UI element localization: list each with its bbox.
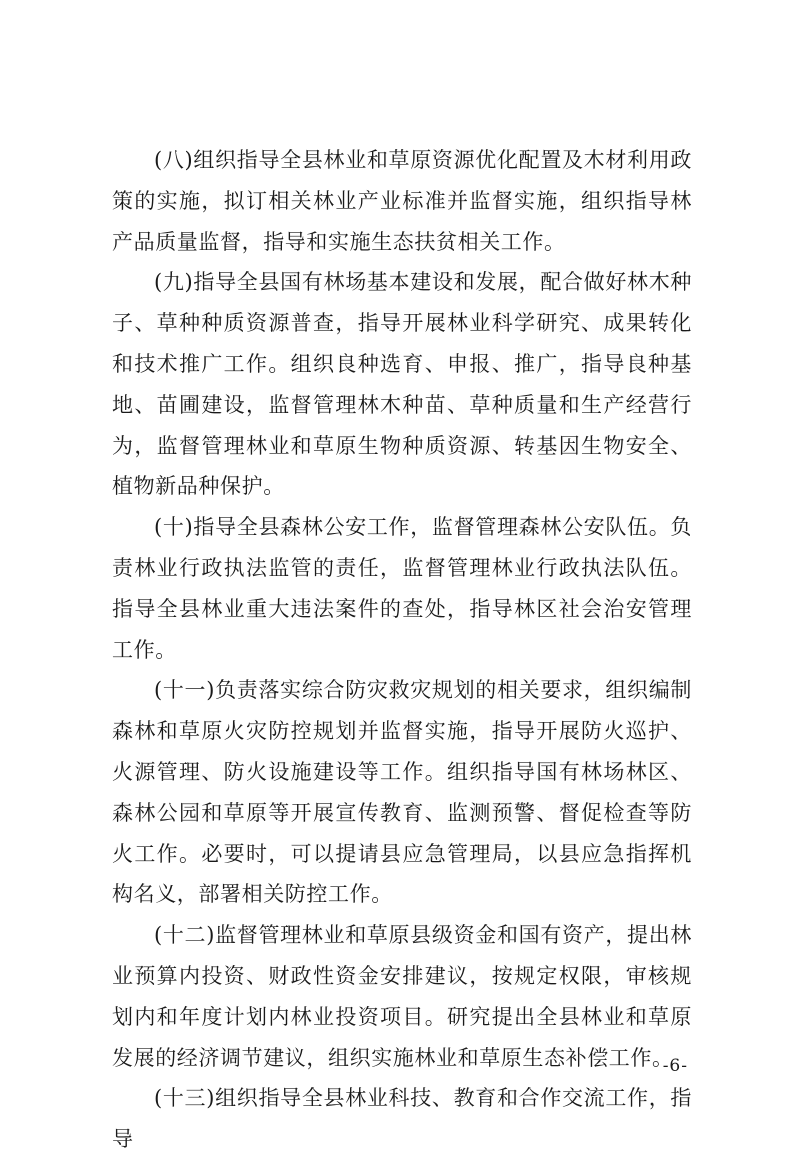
paragraph-8: (八)组织指导全县林业和草原资源优化配置及木材利用政策的实施，拟订相关林业产业标准并监督实施，组织指导林产品质量监督，指导和实施生态扶贫相关工作。 — [112, 148, 692, 254]
paragraph-10: (十)指导全县森林公安工作，监督管理森林公安队伍。负责林业行政执法监管的责任，监督管理林业行政执法队伍。指导全县林业重大违法案件的查处，指导林区社会治安管理工作。 — [112, 515, 692, 662]
document-body — [112, 140, 692, 1160]
paragraph-12: (十二)监督管理林业和草原县级资金和国有资产，提出林业预算内投资、财政性资金安排建议，按规定权限，审核规划内和年度计划内林业投资项目。研究提出全县林业和草原发展的经济调节建议，组织实施林业和草原生态补偿工作。 — [112, 923, 692, 1070]
paragraph-9: (九)指导全县国有林场基本建设和发展，配合做好林木种子、草种种质资源普查，指导开展林业科学研究、成果转化和技术推广工作。组织良种选育、申报、推广，指导良种基地、苗圃建设，监督管理林木种苗、草种质量和生产经营行为，监督管理林业和草原生物种质资源、转基因生物安全、植物新品种保护。 — [112, 270, 692, 499]
paragraph-11: (十一)负责落实综合防灾救灾规划的相关要求，组织编制森林和草原火灾防控规划并监督实施，指导开展防火巡护、火源管理、防火设施建设等工作。组织指导国有林场林区、森林公园和草原等开展宣传教育、监测预警、督促检查等防火工作。必要时，可以提请县应急管理局，以县应急指挥机构名义，部署相关防控工作。 — [112, 678, 692, 907]
paragraph-13: (十三)组织指导全县林业科技、教育和合作交流工作，指导 — [112, 1086, 692, 1152]
page-number: -6- — [662, 1056, 688, 1076]
